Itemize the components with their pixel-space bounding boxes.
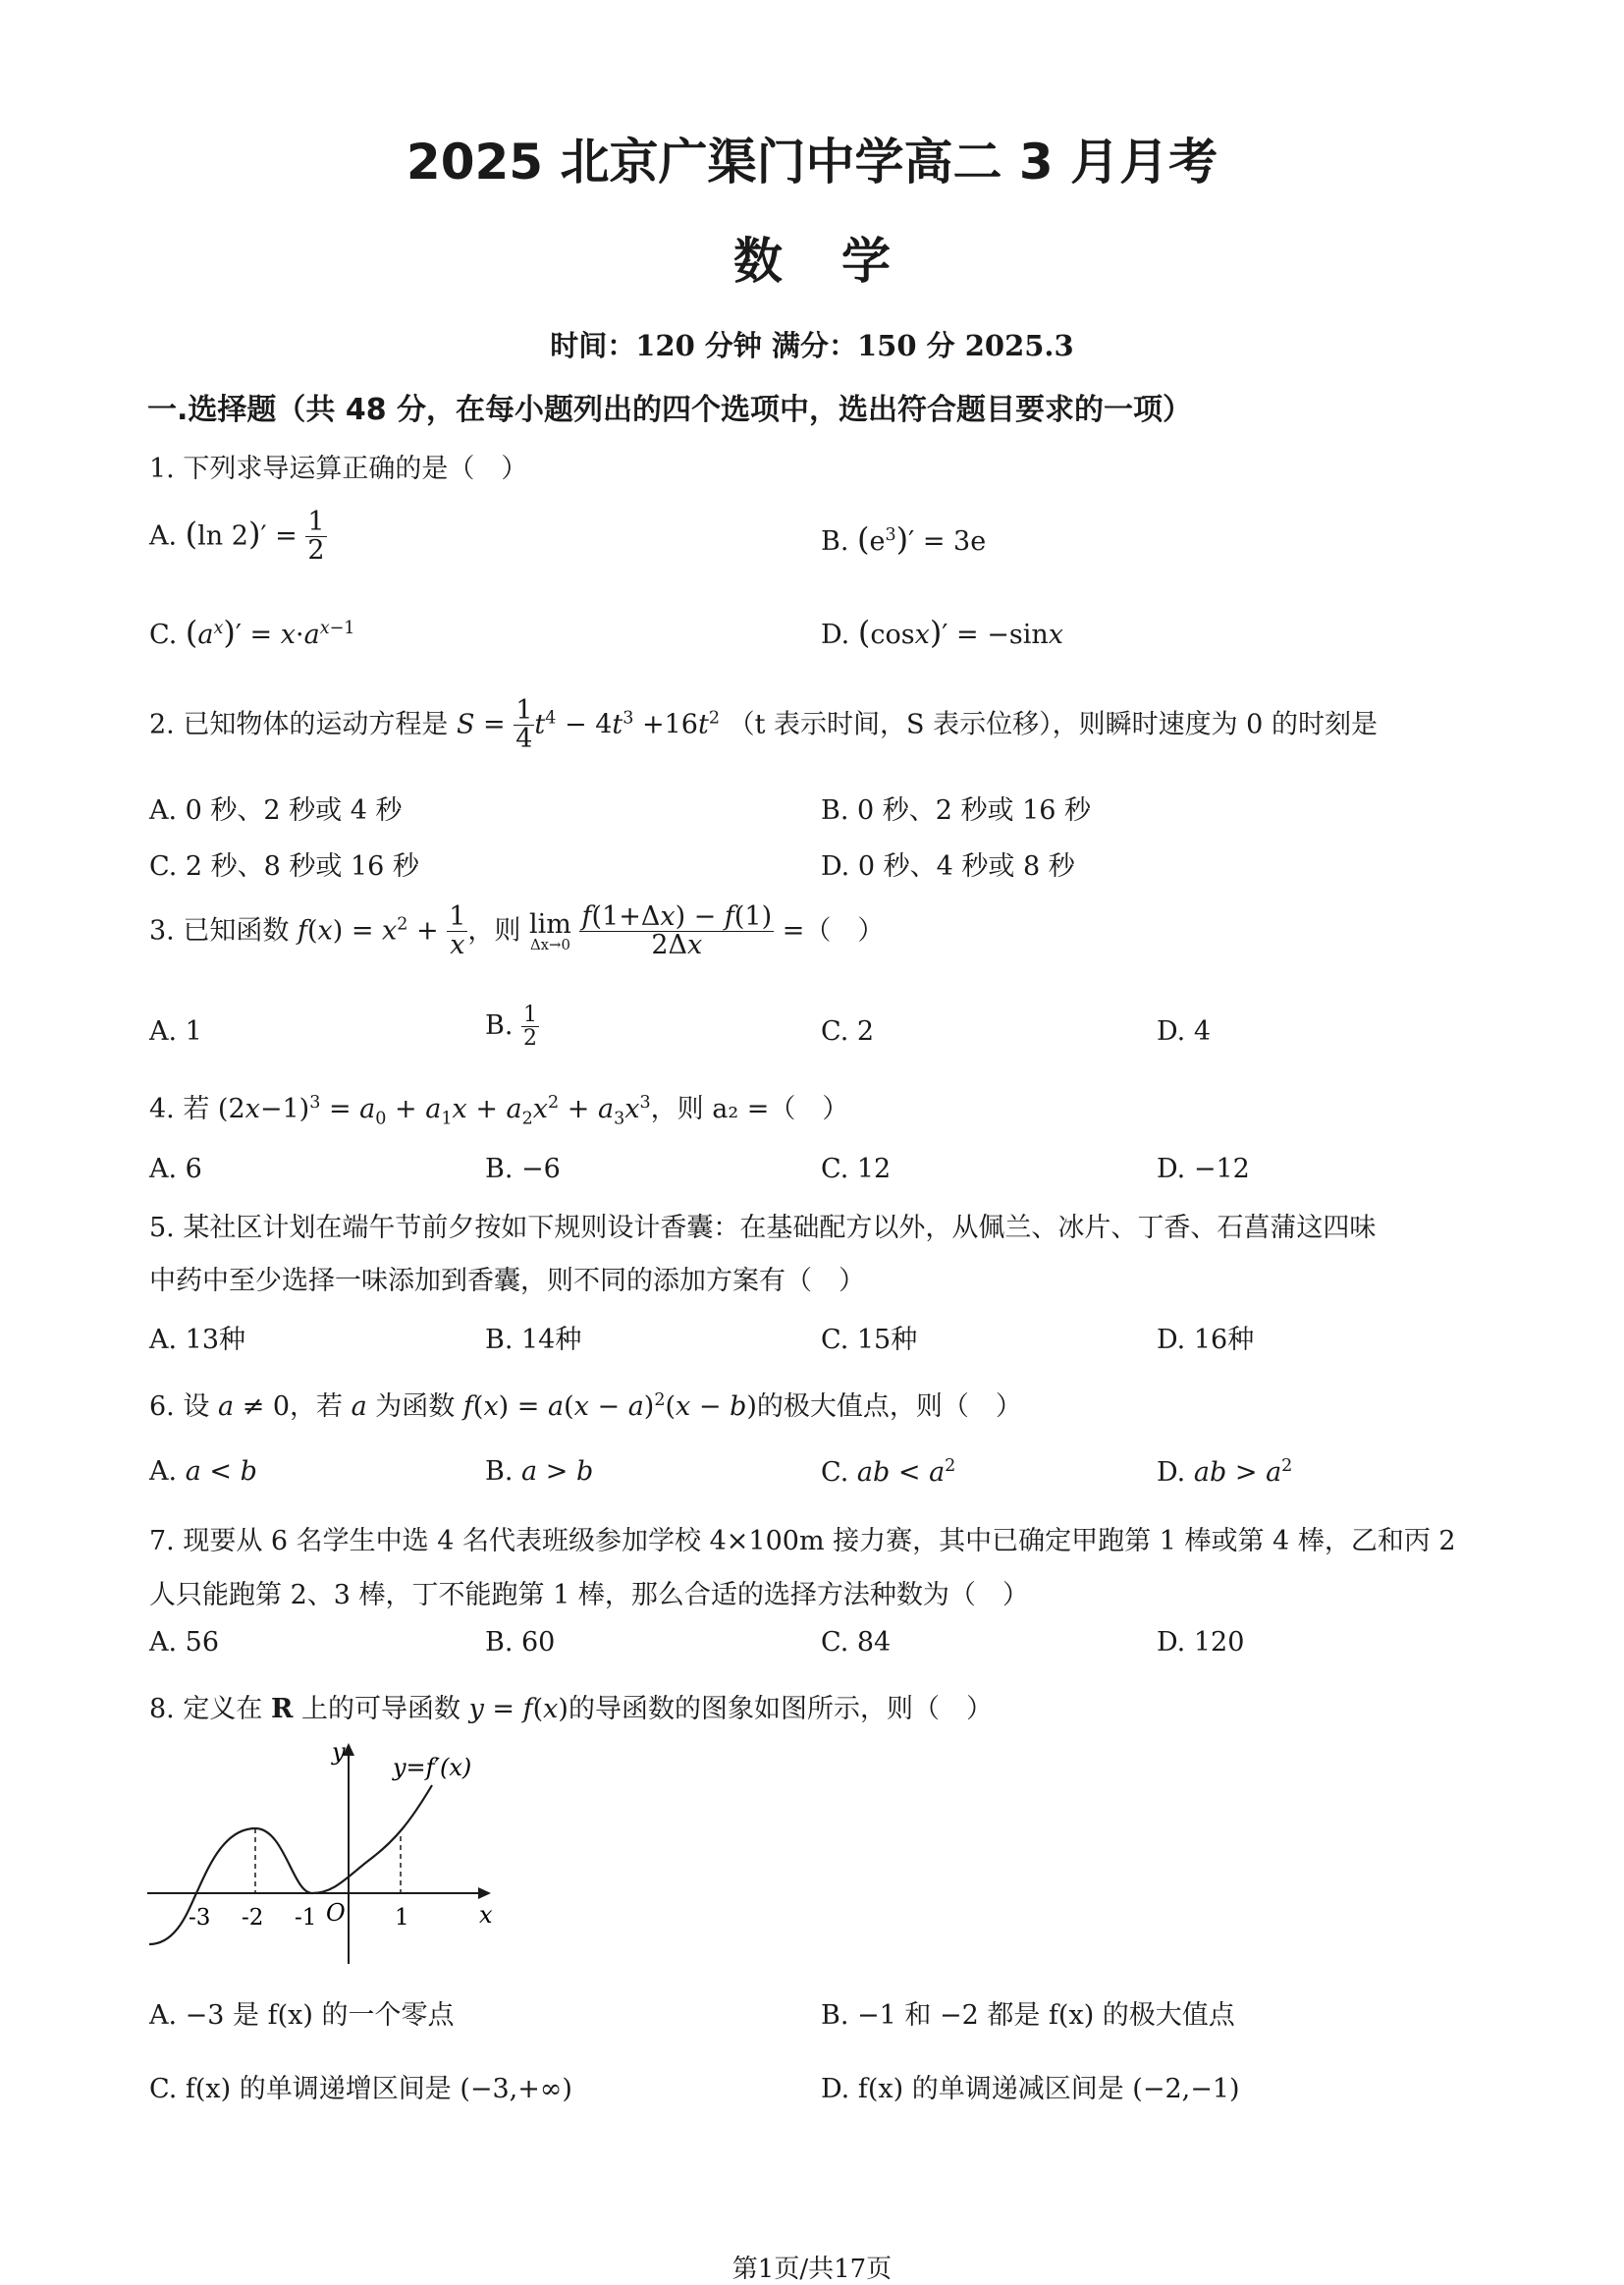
question-4-option-a: A. 6 [149,1154,202,1184]
question-8-stem: 8. 定义在 R 上的可导函数 y = f(x)的导函数的图象如图所示，则（ ） [149,1694,993,1724]
question-7-stem-line2: 人只能跑第 2、3 棒，丁不能跑第 1 棒，那么合适的选择方法种数为（ ） [149,1580,1029,1610]
question-5-option-a: A. 13种 [149,1325,246,1355]
question-2-option-a: A. 0 秒、2 秒或 4 秒 [149,795,403,826]
question-2-option-d: D. 0 秒、4 秒或 8 秒 [821,851,1075,882]
question-5-option-c: C. 15种 [821,1325,918,1355]
question-7-option-a: A. 56 [149,1627,220,1658]
x-axis-arrow [478,1887,491,1899]
exam-meta: 时间：120 分钟 满分：150 分 2025.3 [550,329,1074,362]
question-7-option-d: D. 120 [1157,1627,1245,1658]
question-6-option-d: D. ab > $a^2$ [1157,1456,1293,1488]
subject-title: 数学 [733,233,949,290]
question-1-option-a: A. (ln 2)′ = $\frac{1}{2}$ [149,507,325,567]
question-5-option-d: D. 16种 [1157,1325,1255,1355]
y-axis-label: y [332,1738,346,1766]
question-3-option-b: B. $\frac{1}{2}$ [485,1003,538,1052]
question-8-option-b: B. −1 和 −2 都是 f(x) 的极大值点 [821,2000,1235,2031]
tick-label-1: 1 [395,1905,409,1931]
question-4-option-d: D. −12 [1157,1154,1250,1184]
question-8-option-c: C. f(x) 的单调递增区间是 (−3,+∞) [149,2074,572,2104]
question-8-option-d: D. f(x) 的单调递减区间是 (−2,−1) [821,2074,1240,2104]
x-axis-label: x [479,1901,493,1929]
question-3-stem: 3. 已知函数 $f(x) = x^2$ + $\frac{1}{x}$ ，则 lim Δx→0 $\frac{f(1+\Delta x) - f(1)}{2\Delta x}$ =（ ） [149,901,885,961]
tick-label-minus-3: -3 [189,1905,211,1931]
section-heading: 一.选择题（共 48 分，在每小题列出的四个选项中，选出符合题目要求的一项） [147,393,1193,427]
question-1-option-b: B. $(e^3)' = 3e$ [821,520,987,558]
question-1-stem: 1. 下列求导运算正确的是（ ） [149,454,528,484]
question-4-option-c: C. 12 [821,1154,892,1184]
question-7-option-b: B. 60 [485,1627,556,1658]
derivative-graph [147,1738,501,1974]
question-2-option-c: C. 2 秒、8 秒或 16 秒 [149,851,419,882]
question-2-stem: 2. 已知物体的运动方程是 S = $\frac{1}{4}$ $t^4 - 4t^3 +16t^2$ （t 表示时间，S 表示位移），则瞬时速度为 0 的时刻是 [149,695,1378,755]
question-4-stem: 4. 若 $(2x-1)^3 = a_0 + a_1x + a_2x^2 + a_3x^3$，则 a₂ =（ ） [149,1093,849,1129]
tick-label-minus-1: -1 [295,1905,317,1931]
question-5-stem-line2: 中药中至少选择一味添加到香囊，则不同的添加方案有（ ） [149,1266,865,1296]
question-4-option-b: B. −6 [485,1154,561,1184]
tick-label-minus-2: -2 [242,1905,264,1931]
question-1-option-c: C. $(a^x)' = x\cdot a^{x-1}$ [149,614,355,651]
question-5-option-b: B. 14种 [485,1325,582,1355]
question-1-option-d: D. (cosx)′ = −sinx [821,614,1063,651]
question-7-stem-line1: 7. 现要从 6 名学生中选 4 名代表班级参加学校 4×100m 接力赛，其中已确定甲跑第 1 棒或第 4 棒，乙和丙 2 [149,1526,1456,1556]
question-6-option-b: B. a > b [485,1456,594,1487]
question-6-option-c: C. ab < $a^2$ [821,1456,956,1488]
origin-label: O [326,1899,346,1927]
curve-label: y=f′(x) [393,1754,472,1781]
question-5-stem-line1: 5. 某社区计划在端午节前夕按如下规则设计香囊：在基础配方以外，从佩兰、冰片、丁香、石菖蒲这四味 [149,1213,1377,1243]
question-3-option-d: D. 4 [1157,1016,1212,1047]
question-8-option-a: A. −3 是 f(x) 的一个零点 [149,2000,455,2031]
question-3-option-c: C. 2 [821,1016,875,1047]
page-title: 2025 北京广渠门中学高二 3 月月考 [406,134,1218,190]
question-3-option-a: A. 1 [149,1016,202,1047]
question-6-option-a: A. a < b [149,1456,257,1487]
page-footer: 第1页/共17页 [731,2255,893,2284]
question-6-stem: 6. 设 a ≠ 0，若 a 为函数 $f(x) = a(x - a)^2(x - b)$的极大值点，则（ ） [149,1390,1022,1422]
question-7-option-c: C. 84 [821,1627,892,1658]
question-2-option-b: B. 0 秒、2 秒或 16 秒 [821,795,1092,826]
